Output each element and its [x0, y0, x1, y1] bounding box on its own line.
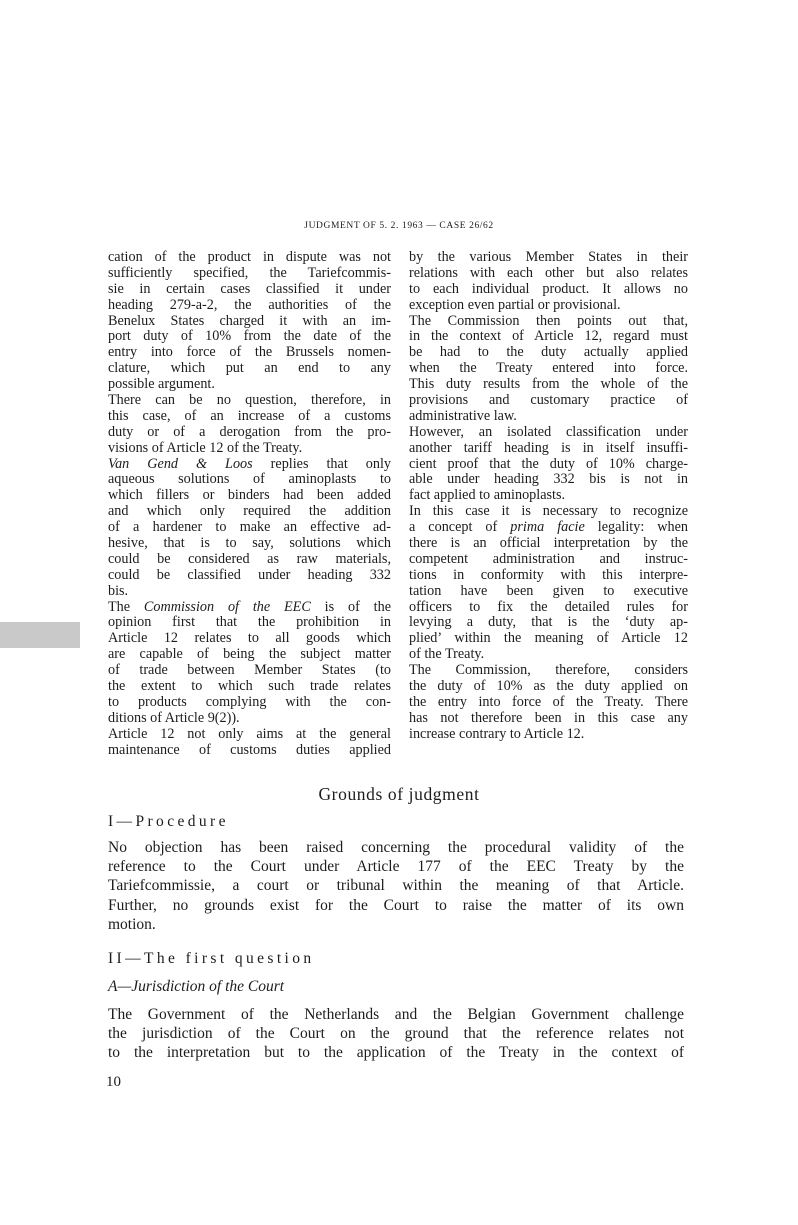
- text-line: duty or of a derogation from the pro-: [108, 423, 391, 440]
- text-line: Further, no grounds exist for the Court to raise the matter of its own: [108, 896, 684, 914]
- paragraph-procedure: [108, 838, 684, 934]
- paragraph-jurisdiction: [108, 1005, 684, 1063]
- text-line: exception even partial or provisional.: [409, 296, 621, 313]
- text-line: able under heading 332 bis is not in: [409, 471, 688, 488]
- text-line: reference to the Court under Article 177 of the EEC Treaty by the: [108, 858, 684, 876]
- text-line: [108, 457, 391, 473]
- text-line: of trade between Member States (to: [108, 662, 391, 679]
- text-line: the entry into force of the Treaty. There: [409, 693, 688, 710]
- text-line: aqueous solutions of aminoplasts to: [108, 471, 391, 488]
- party-name: Van Gend & Loos: [108, 455, 253, 472]
- margin-tab: [0, 622, 80, 648]
- text-line: cient proof that the duty of 10% charge-: [409, 455, 688, 472]
- text-line: [409, 520, 688, 536]
- text-line: The Government of the Netherlands and the Belgian Government challenge: [108, 1006, 684, 1023]
- text-line: of a hardener to make an effective ad-: [108, 519, 391, 536]
- text-line: Benelux States charged it with an im-: [108, 312, 391, 329]
- text-line: port duty of 10% from the date of the: [108, 328, 391, 345]
- line-rest: is of the: [324, 598, 391, 615]
- text-line: tions in conformity with this interpre-: [409, 566, 688, 583]
- text-line: bis.: [108, 582, 129, 599]
- page-number: 10: [106, 1074, 121, 1090]
- text-line: to the interpretation but to the application of the Treaty in the context of: [108, 1044, 684, 1062]
- text-line: to each individual product. It allows no: [409, 280, 688, 297]
- text-line: No objection has been raised concerning the procedural validity of the: [108, 839, 684, 856]
- text-line: competent administration and instruc-: [409, 550, 688, 567]
- text-line: Tariefcommissie, a court or tribunal within the meaning of that Article.: [108, 877, 684, 895]
- line-rest: legality: when: [597, 519, 689, 536]
- text-line: tation have been given to executive: [409, 582, 688, 599]
- text-line: sie in certain cases classified it under: [108, 280, 391, 297]
- party-name: Commission of the EEC: [143, 598, 311, 615]
- text-line: Article 12 not only aims at the general: [108, 725, 391, 742]
- text-line: could be considered as raw materials,: [108, 550, 391, 567]
- text-line: the jurisdiction of the Court on the ground that the reference relates not: [108, 1025, 684, 1043]
- running-head: JUDGMENT OF 5. 2. 1963 — CASE 26/62: [304, 221, 494, 231]
- subheading-jurisdiction: [108, 978, 284, 996]
- text-line: and which only required the addition: [108, 503, 391, 520]
- text-line: to products complying with the con-: [108, 693, 391, 710]
- text-line: there is an official interpretation by the: [409, 535, 688, 552]
- text-line: in the context of Article 12, regard must: [409, 328, 688, 345]
- text-line: sufficiently specified, the Tariefcommis-: [108, 264, 391, 281]
- text-line: levying a duty, that is the ‘duty ap-: [409, 614, 688, 631]
- text-line: when the Treaty entered into force.: [409, 360, 688, 377]
- text-line: visions of Article 12 of the Treaty.: [108, 439, 303, 456]
- text-line: which fillers or binders had been added: [108, 487, 391, 504]
- text-line: However, an isolated classification under: [409, 423, 688, 440]
- text-line: The Commission then points out that,: [409, 312, 688, 329]
- text-line: the extent to which such trade relates: [108, 678, 391, 695]
- text-line: heading 279-a-2, the authorities of the: [108, 296, 391, 313]
- section-heading: Grounds of judgment: [318, 784, 480, 804]
- text-line: cation of the product in dispute was not: [108, 249, 391, 265]
- text-line: provisions and customary practice of: [409, 392, 688, 409]
- text-line: officers to fix the detailed rules for: [409, 598, 688, 615]
- text-line: the duty of 10% as the duty applied on: [409, 678, 688, 695]
- text-line: this case, of an increase of a customs: [108, 407, 391, 424]
- line-prefix: a concept of: [409, 519, 498, 536]
- text-line: are capable of being the subject matter: [108, 646, 391, 663]
- section-title-procedure: I—Procedure: [108, 813, 229, 830]
- text-line: by the various Member States in their: [409, 249, 688, 265]
- text-line: There can be no question, therefore, in: [108, 392, 391, 409]
- text-line: plied’ within the meaning of Article 12: [409, 630, 688, 647]
- line-prefix: The: [108, 598, 131, 615]
- text-line: fact applied to aminoplasts.: [409, 487, 566, 504]
- text-line: clature, which put an end to any: [108, 360, 391, 377]
- text-line: increase contrary to Article 12.: [409, 725, 585, 742]
- text-line: entry into force of the Brussels nomen-: [108, 344, 391, 361]
- text-line: possible argument.: [108, 376, 215, 393]
- text-line: [108, 600, 391, 616]
- text-line: This duty results from the whole of the: [409, 376, 688, 393]
- text-line: of the Treaty.: [409, 646, 485, 663]
- text-line: another tariff heading is in itself insuffi-: [409, 439, 688, 456]
- text-line: relations with each other but also relates: [409, 264, 688, 281]
- left-column: [108, 250, 391, 759]
- text-line: Article 12 relates to all goods which: [108, 630, 391, 647]
- subheading-text: A—Jurisdiction of the Court: [108, 978, 285, 995]
- latin-term: prima facie: [510, 519, 585, 536]
- text-line: has not therefore been in this case any: [409, 709, 688, 726]
- right-column: [409, 250, 688, 743]
- text-line: The Commission, therefore, considers: [409, 662, 688, 679]
- section-title-first-question: II—The first question: [108, 950, 315, 967]
- text-line: In this case it is necessary to recognize: [409, 503, 688, 520]
- text-line: motion.: [108, 915, 156, 933]
- text-line: hesive, that is to say, solutions which: [108, 535, 391, 552]
- line-rest: replies that only: [270, 455, 391, 472]
- text-line: maintenance of customs duties applied: [108, 741, 391, 758]
- text-line: could be classified under heading 332: [108, 566, 391, 583]
- text-line: be had to the duty actually applied: [409, 344, 688, 361]
- text-line: opinion first that the prohibition in: [108, 614, 391, 631]
- text-line: administrative law.: [409, 407, 517, 424]
- text-line: ditions of Article 9(2)).: [108, 709, 240, 726]
